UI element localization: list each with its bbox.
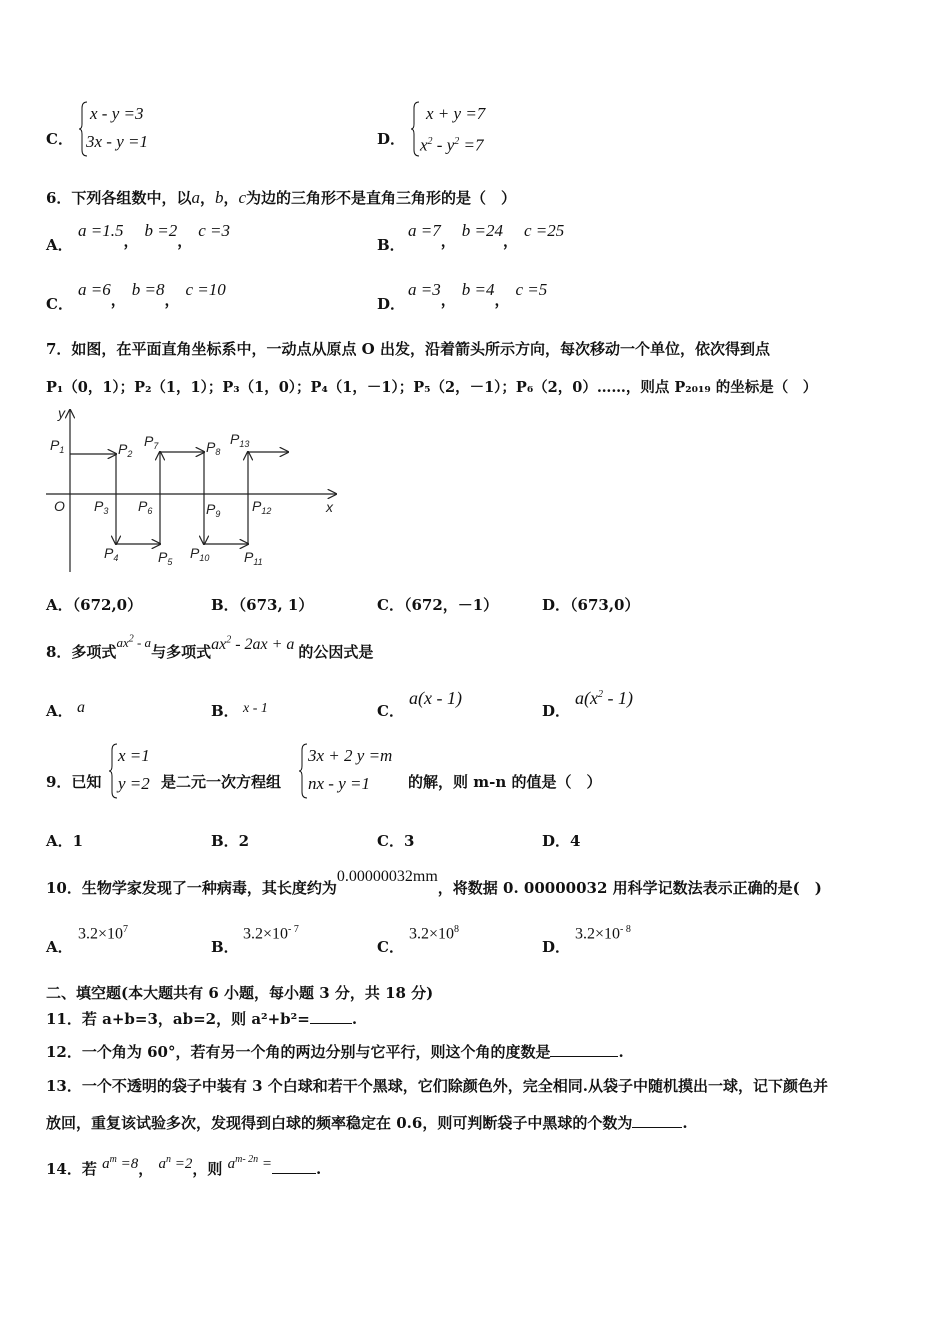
- q10-value: 0.00000032mm: [336, 868, 438, 885]
- label-p6: $P_6$: [138, 498, 153, 516]
- q10-option-a: $3.2\times 10^7$: [78, 924, 129, 943]
- q5-c-eq2: 3x - y =1: [86, 132, 148, 151]
- q11: 11．若 a+b=3，ab=2，则 a²+b²= .: [46, 1010, 358, 1028]
- q10-option-c: $3.2\times 10^8$: [409, 924, 460, 943]
- q6-option-b-letter: B．: [377, 236, 405, 254]
- q7-option-d: D．（673,0）: [542, 596, 640, 614]
- label-p7: $P_7$: [144, 433, 159, 451]
- q8-stem: 8．多项式$ax^2$ - a与多项式$ax^2 - 2ax + a$ 的公因式是: [46, 633, 374, 661]
- q12-blank[interactable]: [550, 1042, 618, 1057]
- q5-d-eq1: x + y =7: [426, 104, 486, 123]
- origin-label: O: [54, 498, 65, 514]
- q7-line2: P₁（0，1）；P₂（1，1）；P₃（1，0）；P₄（1，－1）；P₅（2，－1）；P₆（2，0）……，则点 P₂₀₁₉ 的坐标是（ ）: [46, 379, 818, 396]
- coordinate-figure: [44, 406, 344, 578]
- q9-s1b: y =2: [118, 774, 150, 793]
- brace-icon: [298, 742, 308, 800]
- q5-option-d-system: [410, 100, 520, 160]
- q9-s2b: nx - y =1: [308, 774, 370, 793]
- q9-stem-start: 9．已知: [46, 773, 102, 791]
- q14-expr1: $a^m =8$: [102, 1154, 139, 1172]
- label-p4: $P_4$: [104, 545, 119, 563]
- label-p9: $P_9$: [206, 501, 221, 519]
- brace-icon: [108, 742, 118, 800]
- q10-option-a-letter: A．: [46, 938, 73, 956]
- q10-option-c-letter: C．: [377, 938, 404, 956]
- y-axis-label: y: [58, 406, 65, 421]
- q14-expr3: $a^{m- 2n}$ =: [227, 1154, 273, 1172]
- q9-option-b: B．2: [211, 832, 250, 850]
- q11-blank[interactable]: [310, 1009, 352, 1024]
- q9-equation-system: [298, 742, 408, 802]
- q5-option-c-system: [78, 100, 188, 160]
- q6-option-a-letter: A．: [46, 236, 73, 254]
- label-p12: $P_{12}$: [252, 498, 272, 516]
- q7-option-b: B．（673, 1）: [211, 596, 314, 614]
- q6-option-c: a =6，b =8，c =10: [78, 280, 226, 309]
- label-p13: $P_{13}$: [230, 431, 250, 449]
- q7-line1: 7．如图，在平面直角坐标系中，一动点从原点 O 出发，沿着箭头所示方向，每次移动一个单位，依次得到点: [46, 340, 770, 358]
- q10-option-b: $3.2\times 10^{- 7}$: [243, 924, 299, 943]
- q9-stem-mid: 是二元一次方程组: [161, 773, 282, 791]
- q8-option-b: x - 1: [243, 701, 268, 716]
- q8-option-c-letter: C．: [377, 702, 404, 720]
- label-p10: $P_{10}$: [190, 545, 210, 563]
- q12: 12．一个角为 60°，若有另一个角的两边分别与它平行，则这个角的度数是 .: [46, 1043, 624, 1061]
- q13-blank[interactable]: [632, 1113, 682, 1128]
- label-p2: $P_2$: [118, 441, 133, 459]
- q13-line1: 13．一个不透明的袋子中装有 3 个白球和若干个黑球，它们除颜色外，完全相同.从袋子中随机摸出一球，记下颜色并: [46, 1077, 828, 1095]
- q6-stem: 6．下列各组数中，以a，b，c为边的三角形不是直角三角形的是（ ）: [46, 188, 517, 207]
- q10-stem: 10．生物学家发现了一种病毒，其长度约为0.00000032mm，将数据 0. 00000032 用科学记数法表示正确的是( ): [46, 868, 822, 897]
- x-axis-label: x: [326, 499, 333, 515]
- q10-option-d-letter: D．: [542, 938, 571, 956]
- q8-option-a-letter: A．: [46, 702, 73, 720]
- q14-expr2: $a^n =2$: [158, 1154, 193, 1172]
- q6-option-b: a =7，b =24，c =25: [408, 221, 565, 250]
- q8-option-c: a(x - 1): [409, 688, 462, 708]
- q9-option-c: C．3: [377, 832, 415, 850]
- poly1: $ax^2$ - a: [116, 633, 152, 650]
- q8-option-a: a: [77, 699, 85, 716]
- label-p8: $P_8$: [206, 439, 221, 457]
- q6-option-d-letter: D．: [377, 295, 406, 313]
- q6-option-c-letter: C．: [46, 295, 73, 313]
- q9-stem-end: 的解，则 m-n 的值是（ ）: [408, 773, 602, 791]
- q10-option-d: $3.2\times 10^{- 8}$: [575, 924, 631, 943]
- label-p5: $P_5$: [158, 549, 173, 567]
- q5-d-eq2: $x^2 - y^2 =7$: [420, 135, 484, 155]
- brace-icon: [410, 100, 420, 158]
- q9-s2a: 3x + 2 y =m: [308, 746, 393, 765]
- q8-option-b-letter: B．: [211, 702, 239, 720]
- q14: 14．若 $a^m =8$， $a^n =2$，则 $a^{m- 2n}$ = .: [46, 1154, 322, 1178]
- q5-option-d-letter: D．: [377, 130, 406, 148]
- label-p3: $P_3$: [94, 498, 109, 516]
- q7-option-c: C．（672，－1）: [377, 596, 499, 614]
- q14-blank[interactable]: [272, 1159, 316, 1174]
- q9-option-d: D．4: [542, 832, 581, 850]
- q13-line2: 放回，重复该试验多次，发现得到白球的频率稳定在 0.6，则可判断袋子中黑球的个数为 .: [46, 1114, 688, 1132]
- q7-option-a: A．（672,0）: [46, 596, 143, 614]
- label-p1: $P_1$: [50, 437, 65, 455]
- q8-option-d-letter: D．: [542, 702, 571, 720]
- q8-option-d: $a(x^2 - 1)$: [575, 688, 633, 708]
- section2-title: 二、填空题(本大题共有 6 小题，每小题 3 分，共 18 分): [46, 984, 434, 1002]
- q6-option-d: a =3，b =4，c =5: [408, 280, 548, 309]
- q5-c-eq1: x - y =3: [90, 104, 144, 123]
- q9-s1a: x =1: [118, 746, 150, 765]
- label-p11: $P_{11}$: [244, 549, 263, 567]
- q9-option-a: A．1: [46, 832, 84, 850]
- q5-option-c-letter: C．: [46, 130, 73, 148]
- q6-option-a: a =1.5，b =2，c =3: [78, 221, 231, 250]
- poly2: $ax^2 - 2ax + a$: [211, 634, 295, 653]
- q10-option-b-letter: B．: [211, 938, 239, 956]
- q9-solution-system: [108, 742, 168, 802]
